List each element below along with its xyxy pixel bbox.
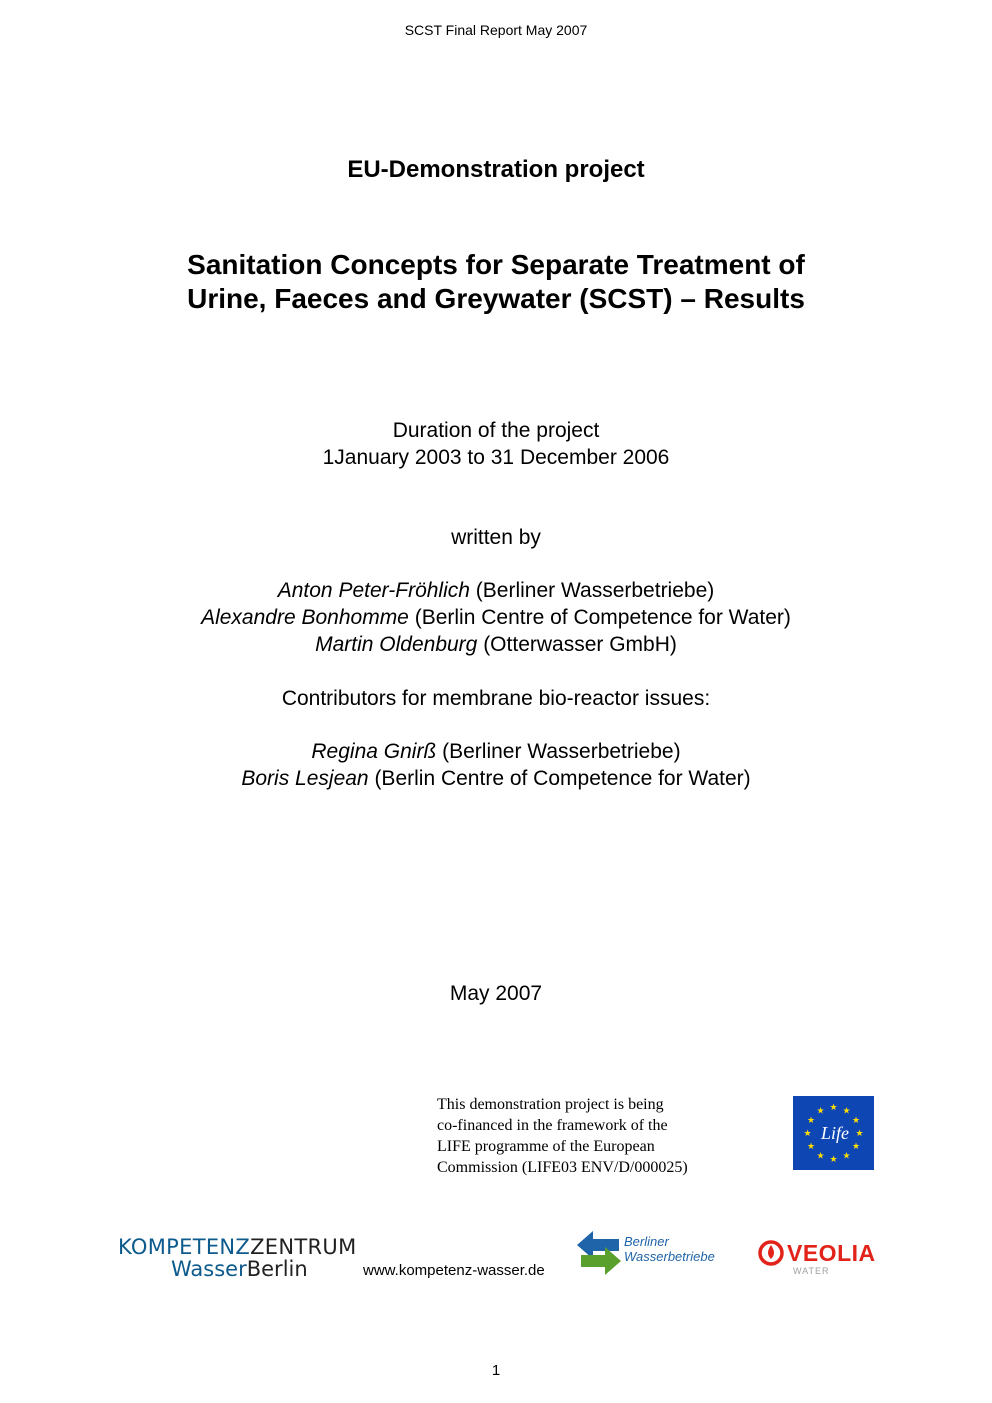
- duration-label: Duration of the project: [392, 419, 600, 442]
- eu-life-logo: [793, 1096, 874, 1170]
- author-entry: [0, 631, 992, 658]
- page-number: 1: [491, 1362, 501, 1379]
- author-affiliation: (Otterwasser GmbH): [477, 633, 677, 656]
- eu-star-icon: ★: [842, 1150, 851, 1161]
- life-logo-text: Life: [820, 1123, 850, 1143]
- funding-line: co-financed in the framework of the: [437, 1117, 668, 1134]
- eu-star-icon: ★: [851, 1141, 861, 1151]
- veolia-emblem-icon: [757, 1237, 785, 1269]
- funding-line: LIFE programme of the European: [437, 1138, 655, 1155]
- eu-star-icon: ★: [816, 1105, 825, 1116]
- funding-line: Commission (LIFE03 ENV/D/000025): [437, 1159, 688, 1176]
- author-affiliation: (Berliner Wasserbetriebe): [469, 579, 715, 602]
- bwb-logo-line-1: Berliner: [624, 1234, 669, 1249]
- author-entry: [0, 577, 992, 604]
- written-by-label: written by: [451, 526, 541, 549]
- eu-star-icon: ★: [851, 1115, 861, 1125]
- eu-star-icon: ★: [829, 1154, 838, 1164]
- veolia-drop: [768, 1245, 774, 1259]
- kwb-website-link[interactable]: www.kompetenz-wasser.de: [363, 1262, 545, 1279]
- author-entry: [0, 604, 992, 631]
- kwb-logo-wasser: Wasser: [171, 1257, 247, 1281]
- running-header: SCST Final Report May 2007: [404, 22, 588, 38]
- eu-star-icon: ★: [803, 1128, 812, 1138]
- kwb-logo-kompetenz: KOMPETENZ: [118, 1235, 251, 1259]
- duration-value: 1January 2003 to 31 December 2006: [322, 446, 670, 469]
- contributor-name: Boris Lesjean: [241, 767, 369, 790]
- eu-star-icon: ★: [855, 1128, 864, 1138]
- author-name: Martin Oldenburg: [315, 633, 478, 656]
- bwb-logo-text: [624, 1234, 715, 1264]
- report-title: [0, 248, 992, 316]
- contributor-affiliation: (Berliner Wasserbetriebe): [436, 740, 681, 763]
- funding-notice: [437, 1094, 757, 1178]
- report-date: May 2007: [449, 982, 543, 1005]
- eu-star-icon: ★: [816, 1150, 825, 1161]
- eu-star-icon: ★: [806, 1115, 816, 1125]
- kwb-logo: [118, 1236, 356, 1280]
- author-name: Alexandre Bonhomme: [201, 606, 409, 629]
- authors-list: [0, 577, 992, 658]
- report-title-line-2: Urine, Faeces and Greywater (SCST) – Results: [187, 283, 805, 314]
- veolia-logo-subtitle: WATER: [793, 1266, 830, 1276]
- eu-star-icon: ★: [829, 1102, 838, 1112]
- eu-star-icon: ★: [842, 1105, 851, 1116]
- eu-star-icon: ★: [806, 1141, 816, 1151]
- kwb-logo-line-1: [118, 1236, 356, 1258]
- author-name: Anton Peter-Fröhlich: [277, 579, 470, 602]
- author-affiliation: (Berlin Centre of Competence for Water): [408, 606, 791, 629]
- contributor-entry: [0, 738, 992, 765]
- contributor-entry: [0, 765, 992, 792]
- project-type: EU-Demonstration project: [347, 156, 645, 183]
- contributor-affiliation: (Berlin Centre of Competence for Water): [368, 767, 751, 790]
- kwb-logo-berlin: Berlin: [246, 1257, 308, 1281]
- contributors-list: [0, 738, 992, 792]
- funding-line: This demonstration project is being: [437, 1096, 664, 1113]
- project-duration: [0, 417, 992, 471]
- contributor-name: Regina Gnirß: [311, 740, 437, 763]
- kwb-logo-line-2: [118, 1258, 356, 1280]
- veolia-logo-name: VEOLIA: [787, 1240, 876, 1266]
- bwb-logo-line-2: Wasserbetriebe: [624, 1249, 715, 1264]
- report-title-line-1: Sanitation Concepts for Separate Treatment of: [187, 249, 805, 280]
- kwb-logo-zentrum: ZENTRUM: [250, 1235, 357, 1259]
- contributors-label: Contributors for membrane bio-reactor issues:: [281, 687, 711, 710]
